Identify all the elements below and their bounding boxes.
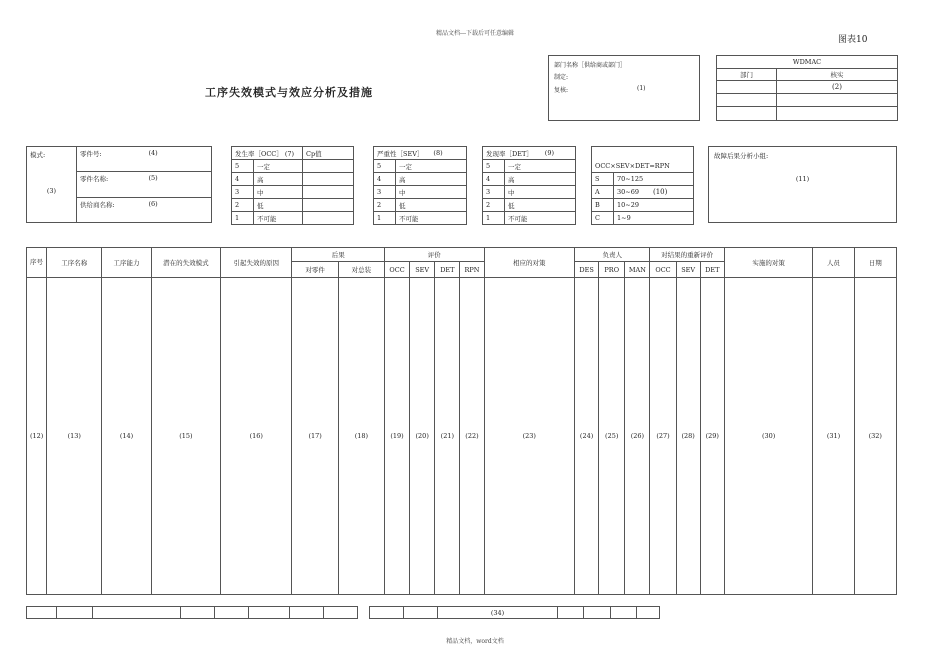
mode-ref: (3): [46, 187, 57, 195]
rpn-table: [591, 146, 694, 225]
occ-row-num: 4: [232, 173, 254, 186]
det-header-ref: (9): [544, 148, 555, 157]
fmea-main-table: [26, 247, 897, 595]
ref-cell: (24): [575, 278, 599, 595]
wdmac-verify-col: 核实: [777, 69, 898, 81]
ref-cell: (21): [435, 278, 460, 595]
sev-row-text: 一定: [396, 160, 467, 173]
ref-cell: (18): [338, 278, 384, 595]
sev-row-num: 1: [374, 212, 396, 225]
det-rating-table: [482, 146, 576, 225]
ref-cell: (19): [384, 278, 409, 595]
det-row-text: 高: [505, 173, 576, 186]
occ-header-ref: (7): [284, 149, 295, 158]
det-row-text: 一定: [505, 160, 576, 173]
sev-row-text: 不可能: [396, 212, 467, 225]
analysis-team-box: [708, 146, 897, 223]
sev-row-num: 3: [374, 186, 396, 199]
col-seq: 序号: [27, 248, 47, 278]
page-title: 工序失效模式与效应分析及措施: [205, 86, 373, 99]
rpn-grade: C: [592, 212, 614, 225]
col-pro: PRO: [599, 262, 625, 278]
det-row-num: 1: [483, 212, 505, 225]
occ-row-text: 不可能: [254, 212, 303, 225]
ref-cell: (23): [484, 278, 575, 595]
ref-cell: (16): [221, 278, 292, 595]
ref-cell: (17): [292, 278, 338, 595]
sev-row-num: 2: [374, 199, 396, 212]
ref-cell: (25): [599, 278, 625, 595]
col-des: DES: [575, 262, 599, 278]
ref-cell: (14): [102, 278, 151, 595]
footer-note: 精品文档，word文档: [446, 638, 504, 645]
rpn-grade: S: [592, 173, 614, 186]
cp-label: Cp值: [303, 147, 354, 160]
rpn-range: 70~125: [614, 173, 694, 186]
supplier-label: 供给商名称:: [80, 200, 115, 209]
dept-ref: (1): [637, 85, 646, 92]
occ-row-num: 3: [232, 186, 254, 199]
review-label: 复核:: [554, 87, 569, 94]
det-row-num: 4: [483, 173, 505, 186]
bottom-right-strip: [369, 606, 660, 619]
bottom-left-strip: [26, 606, 358, 619]
sev-row-num: 5: [374, 160, 396, 173]
mode-label: 模式:: [30, 151, 46, 159]
col-capability: 工序能力: [102, 248, 151, 278]
part-name-ref: (5): [148, 174, 158, 183]
occ-row-num: 5: [232, 160, 254, 173]
chart-number: 图表10: [838, 35, 868, 45]
occ-row-text: 一定: [254, 160, 303, 173]
col-on-part: 对零件: [292, 262, 338, 278]
rpn-formula: OCC×SEV×DET=RPN: [592, 160, 694, 173]
col-evaluation: 评价: [384, 248, 484, 262]
rpn-range: 10~29: [614, 199, 694, 212]
occ-row-text: 高: [254, 173, 303, 186]
occ-row-text: 低: [254, 199, 303, 212]
occ-row-num: 2: [232, 199, 254, 212]
supplier-ref: (6): [148, 199, 158, 208]
department-box: [548, 55, 700, 121]
sev-header: 严重性［SEV］: [377, 149, 424, 158]
rpn-grade: A: [592, 186, 614, 199]
col-occ-new: OCC: [650, 262, 676, 278]
team-ref: (11): [795, 175, 810, 183]
wdmac-dept-col: 部门: [717, 69, 777, 81]
det-row-num: 5: [483, 160, 505, 173]
ref-cell: (28): [676, 278, 700, 595]
occ-row-text: 中: [254, 186, 303, 199]
wdmac-ref: (2): [777, 81, 898, 94]
part-no-label: 零件号:: [80, 150, 102, 158]
sev-row-text: 中: [396, 186, 467, 199]
col-det: DET: [435, 262, 460, 278]
col-sev: SEV: [410, 262, 435, 278]
sev-row-text: 低: [396, 199, 467, 212]
reference-row: [27, 278, 897, 595]
ref-cell: (15): [151, 278, 220, 595]
col-sev-new: SEV: [676, 262, 700, 278]
wdmac-title: WDMAC: [717, 56, 898, 69]
col-responsible: 负责人: [575, 248, 650, 262]
top-note: 精品文档---下载后可任意编辑: [435, 30, 515, 37]
ref-cell: (30): [724, 278, 813, 595]
det-row-num: 3: [483, 186, 505, 199]
sev-row-num: 4: [374, 173, 396, 186]
ref-cell: (32): [854, 278, 896, 595]
ref-cell: (29): [700, 278, 724, 595]
sev-header-ref: (8): [433, 148, 443, 157]
mode-part-table: [26, 146, 212, 223]
ref-cell: (13): [47, 278, 102, 595]
ref-cell: (26): [625, 278, 650, 595]
rpn-grade: B: [592, 199, 614, 212]
part-no-ref: (4): [148, 149, 158, 157]
det-row-text: 低: [505, 199, 576, 212]
rpn-range: 30~69: [617, 188, 639, 196]
col-countermeasure: 相应的对策: [484, 248, 575, 278]
occ-row-num: 1: [232, 212, 254, 225]
det-header: 发现率［DET］: [486, 149, 533, 158]
dept-label: 部门名称［供给商或部门］: [554, 62, 627, 69]
team-label: 故障后果分析小组:: [714, 152, 769, 160]
ref-cell: (12): [27, 278, 47, 595]
col-man: MAN: [625, 262, 650, 278]
col-date: 日期: [854, 248, 896, 278]
col-rpn: RPN: [460, 262, 484, 278]
ref-cell: (27): [650, 278, 676, 595]
col-on-assembly: 对总装: [338, 262, 384, 278]
rpn-ref: (10): [653, 188, 668, 196]
col-consequence: 后果: [292, 248, 385, 262]
col-det-new: DET: [700, 262, 724, 278]
ref-cell: (22): [460, 278, 484, 595]
det-row-text: 不可能: [505, 212, 576, 225]
col-implemented: 实施的对策: [724, 248, 813, 278]
col-reevaluation: 对结果的重新评价: [650, 248, 724, 262]
det-row-num: 2: [483, 199, 505, 212]
wdmac-table: [716, 55, 898, 121]
col-occ: OCC: [384, 262, 409, 278]
col-process: 工序名称: [47, 248, 102, 278]
det-row-text: 中: [505, 186, 576, 199]
occ-header: 发生率［OCC］: [235, 149, 283, 158]
sev-rating-table: [373, 146, 467, 225]
col-failure-mode: 潜在的失效模式: [151, 248, 220, 278]
bottom-ref: (34): [438, 607, 558, 619]
occ-rating-table: [231, 146, 354, 225]
sev-row-text: 高: [396, 173, 467, 186]
ref-cell: (31): [813, 278, 854, 595]
col-person: 人员: [813, 248, 854, 278]
rpn-range: 1~9: [614, 212, 694, 225]
col-cause: 引起失效的原因: [221, 248, 292, 278]
part-name-label: 零件名称:: [80, 175, 109, 184]
made-by-label: 制定:: [554, 74, 569, 81]
ref-cell: (20): [410, 278, 435, 595]
